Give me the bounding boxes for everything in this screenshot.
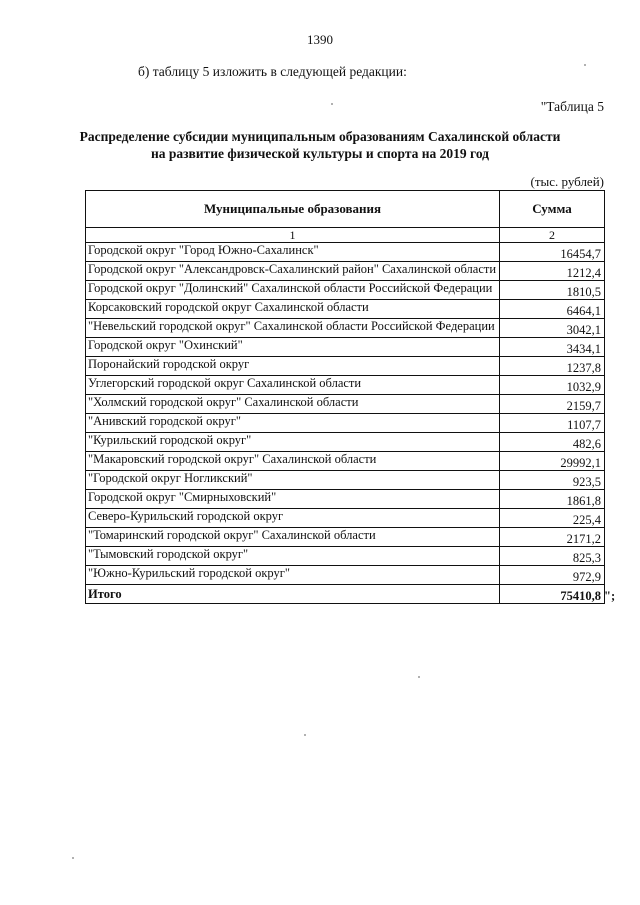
municipality-name: Городской округ "Охинский" <box>86 338 500 357</box>
scan-speck <box>72 857 74 859</box>
subsidy-amount: 482,6 <box>500 433 605 452</box>
municipality-name: Городской округ "Долинский" Сахалинской области Российской Федерации <box>86 281 500 300</box>
subsidy-amount: 1861,8 <box>500 490 605 509</box>
intro-text: б) таблицу 5 изложить в следующей редакции: <box>138 64 407 79</box>
municipality-name: "Холмский городской округ" Сахалинской области <box>86 395 500 414</box>
total-amount-cell <box>500 585 616 604</box>
table-row <box>86 433 605 452</box>
table-row <box>86 300 605 319</box>
table-row <box>86 243 605 262</box>
municipality-name: "Городской округ Ногликский" <box>86 471 500 490</box>
subsidy-amount: 6464,1 <box>500 300 605 319</box>
municipality-name: Северо-Курильский городской округ <box>86 509 500 528</box>
table-row <box>86 338 605 357</box>
table-row <box>86 357 605 376</box>
subsidy-amount: 3042,1 <box>500 319 605 338</box>
table-row <box>86 566 605 585</box>
municipality-name: "Томаринский городской округ" Сахалинской области <box>86 528 500 547</box>
page-number: 1390 <box>307 32 333 47</box>
scan-speck <box>304 734 306 736</box>
municipality-name: Городской округ "Александровск-Сахалинский район" Сахалинской области <box>86 262 500 281</box>
municipality-name: Корсаковский городской округ Сахалинской области <box>86 300 500 319</box>
subsidy-table <box>85 190 616 604</box>
column-number-2: 2 <box>500 228 605 243</box>
table-row <box>86 452 605 471</box>
municipality-name: "Анивский городской округ" <box>86 414 500 433</box>
subsidy-amount: 923,5 <box>500 471 605 490</box>
municipality-name: Поронайский городской округ <box>86 357 500 376</box>
table-row <box>86 262 605 281</box>
subsidy-amount: 1212,4 <box>500 262 605 281</box>
total-row <box>86 585 605 604</box>
scan-speck <box>331 103 333 105</box>
column-number-row <box>86 228 605 243</box>
subsidy-amount: 3434,1 <box>500 338 605 357</box>
table-row <box>86 414 605 433</box>
header-municipalities: Муниципальные образования <box>86 191 500 228</box>
subsidy-amount: 1810,5 <box>500 281 605 300</box>
table-row <box>86 471 605 490</box>
scan-speck <box>418 676 420 678</box>
subsidy-amount: 2159,7 <box>500 395 605 414</box>
subsidy-amount: 1032,9 <box>500 376 605 395</box>
title-line-1: Распределение субсидии муниципальным образованиям Сахалинской области <box>79 129 561 144</box>
table-row <box>86 547 605 566</box>
subsidy-amount: 225,4 <box>500 509 605 528</box>
municipality-name: "Невельский городской округ" Сахалинской области Российской Федерации <box>86 319 500 338</box>
municipality-name: "Южно-Курильский городской округ" <box>86 566 500 585</box>
total-amount: 75410,8 <box>560 589 601 603</box>
units-label: (тыс. рублей) <box>530 174 604 189</box>
subsidy-amount: 825,3 <box>500 547 605 566</box>
table-row <box>86 490 605 509</box>
municipality-name: Углегорский городской округ Сахалинской области <box>86 376 500 395</box>
scan-speck <box>584 64 586 66</box>
municipality-name: Городской округ "Смирныховский" <box>86 490 500 509</box>
table-label: "Таблица 5 <box>540 99 604 114</box>
document-title <box>0 128 640 162</box>
subsidy-amount: 1237,8 <box>500 357 605 376</box>
title-line-2: на развитие физической культуры и спорта на 2019 год <box>150 146 490 161</box>
header-sum: Сумма <box>500 191 605 228</box>
municipality-name: "Макаровский городской округ" Сахалинской области <box>86 452 500 471</box>
table-row <box>86 281 605 300</box>
municipality-name: "Курильский городской округ" <box>86 433 500 452</box>
table-row <box>86 528 605 547</box>
subsidy-amount: 1107,7 <box>500 414 605 433</box>
column-number-1: 1 <box>86 228 500 243</box>
municipality-name: "Тымовский городской округ" <box>86 547 500 566</box>
table-header-row <box>86 191 605 228</box>
table-row <box>86 376 605 395</box>
closing-quote: "; <box>604 589 616 603</box>
subsidy-amount: 2171,2 <box>500 528 605 547</box>
subsidy-amount: 16454,7 <box>500 243 605 262</box>
table-row <box>86 509 605 528</box>
table-row <box>86 395 605 414</box>
total-label: Итого <box>86 585 500 604</box>
municipality-name: Городской округ "Город Южно-Сахалинск" <box>86 243 500 262</box>
subsidy-amount: 29992,1 <box>500 452 605 471</box>
table-row <box>86 319 605 338</box>
subsidy-amount: 972,9 <box>500 566 605 585</box>
